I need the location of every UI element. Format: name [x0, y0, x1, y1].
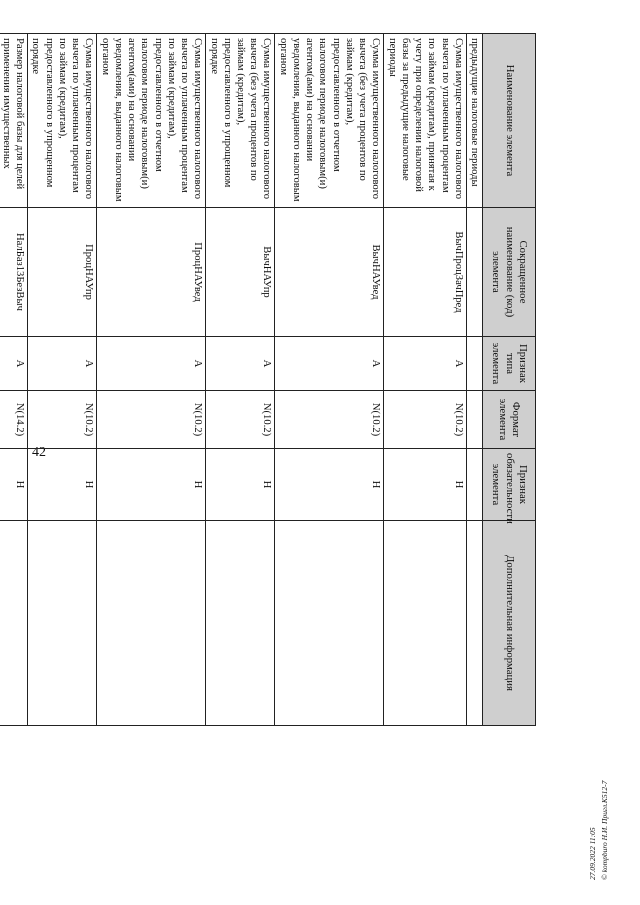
- cell-required: Н: [97, 449, 206, 521]
- header-additional-info: Дополнительная информация: [483, 521, 536, 726]
- cell-info: [28, 521, 97, 726]
- cell-required: Н: [0, 449, 28, 521]
- cell-name: Сумма имущественного налогового вычета по уплаченным процентам по займам (кредитам), принятая к учету при определении налоговой базы за предыдущие налоговые периоды: [384, 34, 466, 208]
- cell-type: А: [384, 337, 466, 391]
- cell-type: А: [206, 337, 275, 391]
- table-row: [97, 34, 206, 726]
- table-row: [0, 34, 28, 726]
- cell-type: А: [275, 337, 384, 391]
- table-row-continuation: [466, 34, 482, 726]
- document-stamp: [588, 730, 628, 880]
- cell-format: N(10.2): [384, 391, 466, 449]
- table-header-row: [483, 34, 536, 726]
- cell-code: ПроцНАУпр: [28, 208, 97, 337]
- cell-type: [466, 337, 482, 391]
- stamp-datetime: 27.09.2022 11:05: [588, 827, 597, 880]
- cell-format: N(10.2): [275, 391, 384, 449]
- table-row: [206, 34, 275, 726]
- cell-name: Размер налоговой базы для целей применения имущественных: [0, 34, 28, 208]
- table-row: [275, 34, 384, 726]
- cell-info: [466, 521, 482, 726]
- cell-code: НалБаз13БезВыч: [0, 208, 28, 337]
- cell-name: предыдущие налоговые периоды: [466, 34, 482, 208]
- page-number: 42: [32, 445, 46, 460]
- header-element-type: Признак типа элемента: [483, 337, 536, 391]
- cell-format: N(14.2): [0, 391, 28, 449]
- cell-type: А: [0, 337, 28, 391]
- elements-table: [0, 33, 536, 726]
- cell-name: Сумма имущественного налогового вычета по уплаченным процентам по займам (кредитам), предоставленного в упрощенном порядке: [28, 34, 97, 208]
- cell-info: [206, 521, 275, 726]
- cell-required: Н: [275, 449, 384, 521]
- cell-code: ПроцНАУвед: [97, 208, 206, 337]
- header-element-name: Наименование элемента: [483, 34, 536, 208]
- header-element-code: Сокращенное наименование (код) элемента: [483, 208, 536, 337]
- cell-required: Н: [28, 449, 97, 521]
- stamp-source: © kompburo Н.И. Пригл.К512-7: [600, 780, 609, 880]
- cell-info: [275, 521, 384, 726]
- cell-code: ВычНАУвед: [275, 208, 384, 337]
- cell-name: Сумма имущественного налогового вычета по уплаченным процентам по займам (кредитам), предоставленного в отчетном налоговом периоде налоговым(и) агентом(ами) на основании уведомления, выданного налоговым органом: [97, 34, 206, 208]
- cell-info: [0, 521, 28, 726]
- header-element-format: Формат элемента: [483, 391, 536, 449]
- cell-code: ВычПроцЗачПред: [384, 208, 466, 337]
- cell-type: А: [28, 337, 97, 391]
- cell-info: [384, 521, 466, 726]
- table-row: [28, 34, 97, 726]
- cell-format: N(10.2): [97, 391, 206, 449]
- header-element-required: Признак обязательности элемента: [483, 449, 536, 521]
- cell-type: А: [97, 337, 206, 391]
- cell-info: [97, 521, 206, 726]
- cell-name: Сумма имущественного налогового вычета (без учета процентов по займам (кредитам), предоставленного в упрощенном порядке: [206, 34, 275, 208]
- cell-format: [466, 391, 482, 449]
- cell-required: [466, 449, 482, 521]
- cell-name: Сумма имущественного налогового вычета (без учета процентов по займам (кредитам), предоставленного в отчетном налоговом периоде налоговым(и) агентом(ами) на основании уведомления, выданного налоговым органом: [275, 34, 384, 208]
- cell-format: N(10.2): [206, 391, 275, 449]
- cell-format: N(10.2): [28, 391, 97, 449]
- cell-required: Н: [384, 449, 466, 521]
- cell-required: Н: [206, 449, 275, 521]
- table-row: [384, 34, 466, 726]
- cell-code: ВычНАУпр: [206, 208, 275, 337]
- rotated-table-container: [1, 33, 536, 725]
- cell-code: [466, 208, 482, 337]
